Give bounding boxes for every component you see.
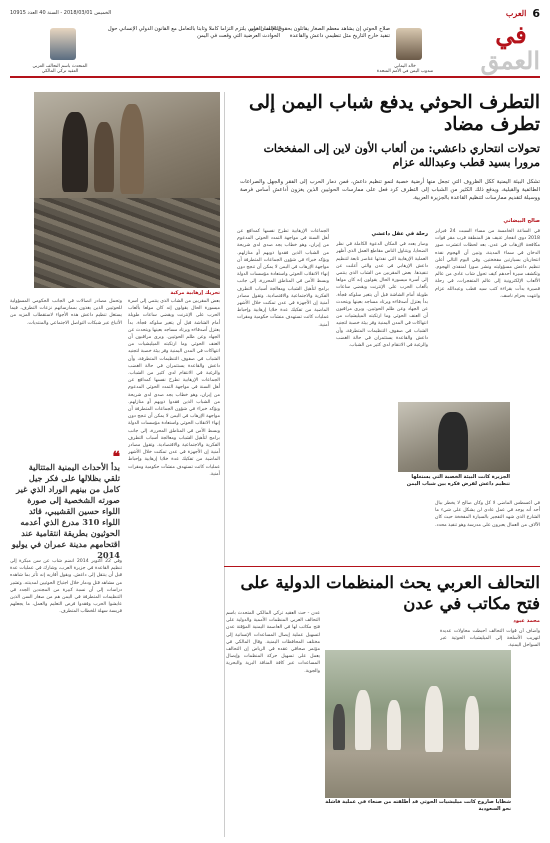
second-photo-caption: شظايا صاروخ كانت ميليشيات الحوثي قد أطلقته من صنعاء في عملية فاشلة نحو السعودية	[325, 799, 511, 812]
column-text: وصار يعدد في المكان الدعوة الكاملة في نظر الضحايا، ويتناول الناس مقاطع العمل الذي أظهر العملية الإرهابية التي نفذتها عناصر تابعة لتنظيم داعش الإرهابي في عدن والتي أعلنت عن تنفيذها.	[336, 242, 428, 277]
article-column	[128, 298, 220, 838]
second-headline: التحالف العربي يحث المنظمات الدولية على فتح مكاتب في عدن	[240, 573, 540, 613]
article-column	[10, 558, 122, 838]
photo-figure	[62, 112, 88, 192]
top-quote	[90, 26, 280, 40]
column-text: عدن - حث العقيد تركي المالكي المتحدث باسم التحالف العربي المنظمات الأممية والدولية على فتح مكاتب لها في العاصمة اليمنية المؤقتة عدن لتسهيل عملية إيصال المساعدات الإنسانية إلى مختلف المحافظات اليمنية. وقال المالكي في مؤتمر صحافي عقده في الرياض إن التحالف يعمل على تسهيل حركة المنظمات وإيصال المساعدات عبر كافة المنافذ البرية والبحرية والجوية.	[226, 611, 320, 674]
quote-role: العقيد تركي المالكي	[41, 69, 79, 74]
section-title-line2: العمق	[480, 46, 540, 75]
column-text: بعض المقربين من الشاب الذي ينتمي إلى أسرة ميسورة الحال يقولون إنه كان مولعا بألعاب الحرب على الإنترنت ويقضي ساعات طويلة أمام الشاشة قبل أن يتغير سلوكه فجأة. بدأ يعتزل أصدقاءه ويرتاد مساجد بعينها ويتحدث عن الجهاد وعن ظلم الحوثيين. ويرى مراقبون أن العنف الحوثي وما ارتكبته الميليشيات من انتهاكات في المدن اليمنية وفر بيئة خصبة لتجنيد الشباب في صفوف التنظيمات المتطرفة، وأن داعش والقاعدة يستثمران في حالة الغضب والرغبة في الانتقام لدى كثير من الشباب.	[336, 271, 428, 349]
article-column	[237, 228, 329, 603]
column-text: في الساعة الخامسة من مساء السبت 24 فبراير 2018 دوى انفجار عنيف هز المنطقة قرب مقر قوات مكافحة الإرهاب في عدن. بعد لحظات انتشرت صور الدخان في سماء المدينة، وتبين أن الهجوم نفذه انتحاريان بسيارتين مفخختين. وفي اليوم التالي أعلن تنظيم داعش مسؤوليته ونشر صورا لمنفذي الهجوم. وتكشف سيرة أحدهم كيف تحول شاب عادي من عالم الألعاب الإلكترونية إلى عالم المتفجرات، في رحلة قصيرة بدأت بقراءة كتب سيد قطب وعبدالله عزام وانتهت بحزام ناسف.	[435, 229, 540, 299]
column-text: في أغسطس الماضي لا كل وكأن صالح لا يخطر ببال أحد أنه يوجد في عمل عادي لن يشكل على شيء ما الشارع الذي شهد التفجير بالسيارة المفخخة حيث كان الآلاف من العمال يعبرون على مدرسة وهو تنفيذ محدد.	[435, 501, 540, 528]
issue-date: الخميس 2018/03/01 - السنة 40 العدد 10915	[10, 10, 112, 16]
section-title	[482, 22, 540, 74]
avatar	[396, 28, 422, 60]
main-headline: التطرف الحوثي يدفع شباب اليمن إلى تطرف مضاد	[249, 92, 540, 135]
second-photo	[325, 650, 511, 798]
column-divider	[224, 92, 225, 837]
secondary-photo-caption: الجزيرة كانت البيئة الخصبة التي يستغلها تنظيم داعش لفرض فكره بين شباب اليمن	[406, 474, 510, 487]
section-divider	[224, 566, 540, 567]
quote-attribution	[20, 64, 100, 74]
column-subheading: رحلة في عقل داعشي	[371, 231, 428, 237]
quote-text: التحالف العربي يلتزم التزاما كاملا وثابتا بالتعامل مع القانون الدولي الإنساني حول الحوادث العرضية التي وقعت في اليمن	[107, 26, 280, 39]
main-byline: صالح البيضاني	[503, 218, 540, 224]
photo-figure	[387, 700, 401, 750]
photo-figure	[465, 696, 479, 750]
column-text: وفي 22 أكتوبر 2014 انضم شاب عن سن مبكرة إلى تنظيم القاعدة في جزيرة العرب، وشارك في عمليات عدة قبل أن ينتقل إلى داعش. ويقول أقاربه إنه تأثر بما شاهده من مشاهد قتل ودمار خلال اجتياح الحوثيين لمدينته. وتشير دراسات إلى أن نسبة كبيرة من المجندين الجدد في التنظيمات المتطرفة في اليمن هم من صغار السن الذين عايشوا الحرب وفقدوا فرص التعليم والعمل، ما يجعلهم فريسة سهلة للخطاب المتطرف.	[10, 559, 122, 615]
quote-mark-icon: ❝	[112, 449, 120, 465]
page-header	[10, 8, 540, 18]
column-text: الجماعات الإرهابية تطرح نفسها كمدافع عن أهل السنة في مواجهة التمدد الحوثي المدعوم من إيران، وهو خطاب يجد صدى لدى شريحة من الشباب الذين فقدوا ذويهم أو منازلهم. ويؤكد خبراء في شؤون الجماعات المتطرفة أن مواجهة الإرهاب في اليمن لا يمكن أن تنجح دون إنهاء الانقلاب الحوثي واستعادة مؤسسات الدولة وبسط الأمن في المناطق المحررة، إلى جانب برامج لتأهيل الشباب ومعالجة أسباب التطرف الفكرية والاجتماعية والاقتصادية. وتقول مصادر أمنية إن الأجهزة في عدن تمكنت خلال الأشهر الماضية من تفكيك عدة خلايا إرهابية وإحباط عمليات كانت تستهدف منشآت حكومية ومقرات أمنية.	[237, 229, 329, 328]
avatar	[50, 28, 76, 60]
second-byline: محمد عبود	[513, 618, 540, 624]
photo-figure	[94, 122, 114, 192]
article-column	[10, 298, 122, 448]
article-column	[435, 228, 540, 398]
photo-figure	[333, 704, 345, 750]
main-photo-caption: تحريك إرهابية مركبة	[170, 290, 220, 296]
quote-role: مندوب اليمن في الأمم المتحدة	[376, 69, 434, 74]
newspaper-logo: العرب	[505, 8, 527, 18]
main-subheadline: تحولات انتحاري داعشي: من ألعاب الأون لاين إلى المفخخات مرورا بسيد قطب وعبدالله عزام	[263, 142, 540, 169]
quote-name: خالد اليماني	[394, 64, 416, 69]
top-banner	[10, 20, 540, 78]
photo-figure	[425, 686, 443, 752]
column-text: وتحمل مصادر اتصالات في الجانب الحكومي المسؤولية للحوثيين الذين يغذون بممارساتهم نزعات التطرف، فيما يستغل تنظيم داعش هذه الأجواء لاستقطاب المزيد من الأتباع عبر شبكات التواصل الاجتماعي والمنتديات.	[10, 299, 122, 326]
main-lead: تشكل البيئة اليمنية ككل الظروف التي تجعل منها أرضية خصبة لنمو تنظيم داعش، فمن دمار الحرب إلى الفقر والجهل والصراعات الطائفية والقبلية، ويدفع ذلك الكثير من الشباب إلى التطرف كرد فعل على ممارسات الحوثيين الذين يغزون أداعش أساس فرصة ووسيلة لتقديم ممارسات لتنظيم القاعدة بالجزيرة العربية.	[240, 179, 540, 201]
main-photo	[34, 92, 220, 288]
quote-name: المتحدث باسم التحالف العربي	[32, 64, 88, 69]
photo-figure	[438, 412, 468, 470]
column-text: بعض المقربين من الشاب الذي ينتمي إلى أسرة ميسورة الحال يقولون إنه كان مولعا بألعاب الحرب على الإنترنت ويقضي ساعات طويلة أمام الشاشة قبل أن يتغير سلوكه فجأة. بدأ يعتزل أصدقاءه ويرتاد مساجد بعينها ويتحدث عن الجهاد وعن ظلم الحوثيين. ويرى مراقبون أن العنف الحوثي وما ارتكبته الميليشيات من انتهاكات في المدن اليمنية وفر بيئة خصبة لتجنيد الشباب في صفوف التنظيمات المتطرفة، وأن داعش والقاعدة يستثمران في حالة الغضب والرغبة في الانتقام لدى كثير من الشباب.	[128, 299, 220, 377]
photo-figure	[120, 104, 144, 194]
article-column	[226, 610, 320, 838]
pull-quote-text: بدأ الأحداث اليمنية المتتالية تلقي بظلالها على فكر جيل كامل من بينهم الوراد الذي غير صورته الشخصية إلى صورة اللواء حسين القشيبي، قائد اللواء 310 مدرع الذي أعدمه الحوثيون بطريقة انتقامية عند اقتحامهم مدينة عمران في يوليو 2014	[11, 462, 120, 560]
column-text: الجماعات الإرهابية تطرح نفسها كمدافع عن أهل السنة في مواجهة التمدد الحوثي المدعوم من إيران، وهو خطاب يجد صدى لدى شريحة من الشباب الذين فقدوا ذويهم أو منازلهم. ويؤكد خبراء في شؤون الجماعات المتطرفة أن مواجهة الإرهاب في اليمن لا يمكن أن تنجح دون إنهاء الانقلاب الحوثي واستعادة مؤسسات الدولة وبسط الأمن في المناطق المحررة، إلى جانب برامج لتأهيل الشباب ومعالجة أسباب التطرف الفكرية والاجتماعية والاقتصادية. وتقول مصادر أمنية إن الأجهزة في عدن تمكنت خلال الأشهر الماضية من تفكيك عدة خلايا إرهابية وإحباط عمليات كانت تستهدف منشآت حكومية ومقرات أمنية.	[128, 378, 220, 477]
column-text: وأضاف أن قوات التحالف أحبطت محاولات عديدة لتهريب الأسلحة إلى الميليشيات الحوثية عبر السواحل اليمنية.	[440, 629, 540, 648]
photo-rubble	[34, 198, 220, 288]
pull-quote	[10, 449, 122, 561]
article-column	[440, 628, 540, 648]
quote-attribution	[365, 64, 445, 74]
section-title-line1: في	[495, 20, 527, 49]
quote-text: صلاح الحوثي إن يشاهد معظم الصغار يقاتلون بحقوق الإنسان على تنفيذ خارج التاريخ مثل تنظيمي داعش والقاعدة	[249, 26, 390, 39]
article-column	[336, 228, 428, 598]
page-number: 6	[532, 6, 540, 20]
photo-figure	[355, 690, 371, 750]
